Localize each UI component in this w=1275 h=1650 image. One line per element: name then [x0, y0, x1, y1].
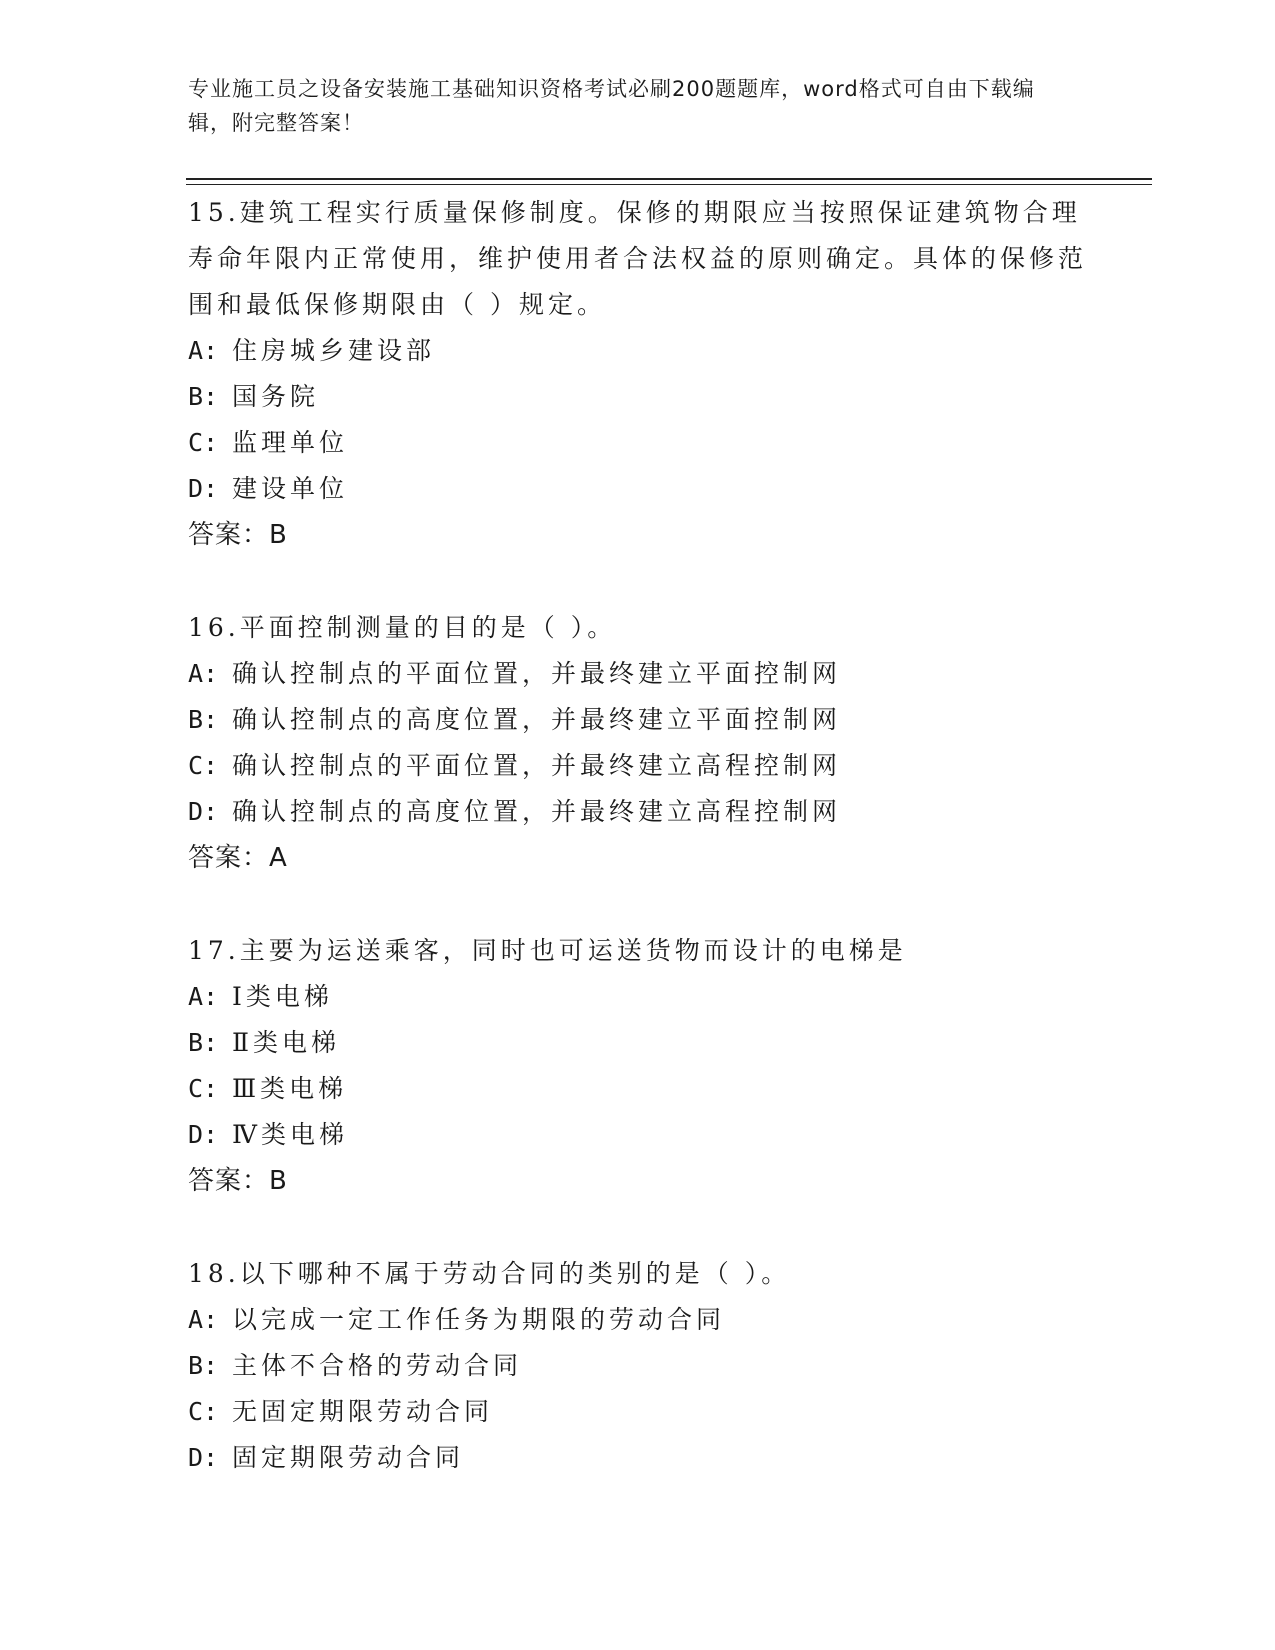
option-b [188, 1343, 1088, 1389]
option-a [188, 651, 1088, 697]
question-18 [188, 1251, 1088, 1481]
option-key: C: [188, 428, 219, 457]
option-text: 确认控制点的平面位置，并最终建立高程控制网 [232, 751, 842, 780]
option-key: B: [188, 1028, 219, 1057]
option-d [188, 1112, 1088, 1158]
option-d [188, 466, 1088, 512]
option-c [188, 1066, 1088, 1112]
option-c [188, 420, 1088, 466]
document-header: 专业施工员之设备安装施工基础知识资格考试必刷200题题库，word格式可自由下载编辑，附完整答案！ [188, 77, 1035, 135]
option-text: 主体不合格的劳动合同 [232, 1351, 523, 1380]
option-a [188, 974, 1088, 1020]
option-b [188, 374, 1088, 420]
option-text: 监理单位 [232, 428, 349, 457]
question-stem: 15.建筑工程实行质量保修制度。保修的期限应当按照保证建筑物合理寿命年限内正常使用，维护使用者合法权益的原则确定。具体的保修范围和最低保修期限由（ ）规定。 [188, 198, 1088, 319]
option-key: D: [188, 1120, 219, 1149]
header-divider-thick [186, 178, 1152, 180]
question-stem: 17.主要为运送乘客，同时也可运送货物而设计的电梯是 [188, 936, 907, 965]
option-text: Ⅱ类电梯 [232, 1028, 340, 1057]
question-stem: 18.以下哪种不属于劳动合同的类别的是（ ）。 [188, 1259, 791, 1288]
option-text: 无固定期限劳动合同 [232, 1397, 494, 1426]
option-key: C: [188, 1397, 219, 1426]
option-key: B: [188, 705, 219, 734]
option-key: A: [188, 982, 219, 1011]
question-list [188, 190, 1088, 1528]
option-d [188, 789, 1088, 835]
option-key: D: [188, 797, 219, 826]
option-text: Ⅰ类电梯 [232, 982, 333, 1011]
option-c [188, 1389, 1088, 1435]
option-text: Ⅲ类电梯 [232, 1074, 348, 1103]
option-key: A: [188, 1305, 219, 1334]
answer-line: 答案：B [188, 1166, 288, 1196]
option-key: A: [188, 659, 219, 688]
question-16 [188, 605, 1088, 881]
option-d [188, 1435, 1088, 1481]
option-b [188, 1020, 1088, 1066]
option-key: C: [188, 751, 219, 780]
option-text: 确认控制点的高度位置，并最终建立平面控制网 [232, 705, 842, 734]
question-15 [188, 190, 1088, 558]
option-text: 确认控制点的高度位置，并最终建立高程控制网 [232, 797, 842, 826]
option-text: 以完成一定工作任务为期限的劳动合同 [232, 1305, 726, 1334]
option-key: B: [188, 382, 219, 411]
option-key: C: [188, 1074, 219, 1103]
option-text: 国务院 [232, 382, 320, 411]
question-17 [188, 928, 1088, 1204]
option-c [188, 743, 1088, 789]
option-text: 固定期限劳动合同 [232, 1443, 465, 1472]
option-a [188, 1297, 1088, 1343]
option-key: B: [188, 1351, 219, 1380]
option-b [188, 697, 1088, 743]
answer-line: 答案：A [188, 843, 288, 873]
option-text: 建设单位 [232, 474, 349, 503]
option-key: D: [188, 474, 219, 503]
option-a [188, 328, 1088, 374]
option-text: 确认控制点的平面位置，并最终建立平面控制网 [232, 659, 842, 688]
header-divider-thin [186, 184, 1152, 185]
question-stem: 16.平面控制测量的目的是（ ）。 [188, 613, 617, 642]
option-key: D: [188, 1443, 219, 1472]
option-key: A: [188, 336, 219, 365]
option-text: 住房城乡建设部 [232, 336, 436, 365]
option-text: Ⅳ类电梯 [232, 1120, 348, 1149]
answer-line: 答案：B [188, 520, 288, 550]
